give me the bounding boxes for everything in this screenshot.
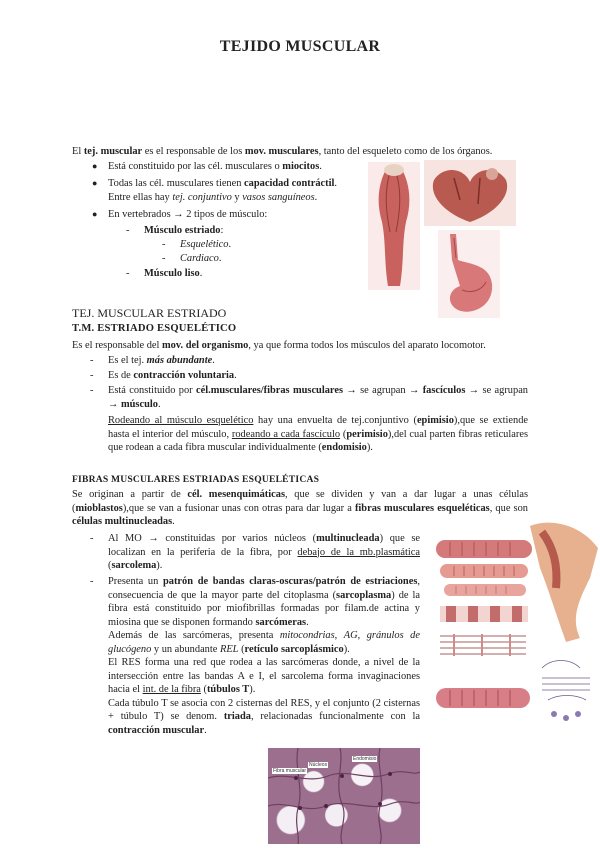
bullet-item: Todas las cél. musculares tienen capacidad contráctil. Entre ellas hay tej. conjuntivo y vasos sanguíneos. <box>108 178 337 203</box>
subsection-heading: T.M. ESTRIADO ESQUELÉTICO <box>72 323 237 334</box>
section-heading: FIBRAS MUSCULARES ESTRIADAS ESQUELÉTICAS <box>72 474 320 485</box>
bullet-item: En vertebrados → 2 tipos de músculo: <box>108 209 268 220</box>
stomach-illustration <box>438 230 500 318</box>
sub-sub-item: Esquelético. <box>180 239 232 250</box>
bullet-icon: ● <box>92 209 98 219</box>
page-title: TEJIDO MUSCULAR <box>219 38 381 55</box>
list-item: Es el tej. más abundante. <box>108 355 215 366</box>
list-item: Es de contracción voluntaria. <box>108 370 237 381</box>
muscle-structure-diagram <box>430 518 600 740</box>
paragraph: Es el responsable del mov. del organismo, ya que forma todos los músculos del aparato locomotor. <box>72 340 486 351</box>
micrograph-label: Núcleos <box>309 762 328 768</box>
list-item: Al MO → constituidas por varios núcleos (multinucleada) que se localizan en la periferia de la fibra, por debajo de la mb.plasmática (sarcolema). <box>108 533 420 571</box>
list-item-paragraph: Rodeando al músculo esquelético hay una envuelta de tej.conjuntivo (epimisio),que se extiende hasta el interior del músculo, rodeando a cada fascículo (perimisio),del cual parten fibras reticulares que rodean a cada fibra muscular individualmente (endomisio). <box>108 415 529 453</box>
sub-sub-item: Cardiaco. <box>180 253 222 264</box>
bullet-icon: ● <box>92 178 98 188</box>
sub-item: Músculo estriado: <box>144 225 224 236</box>
bullet-icon: ● <box>92 161 98 171</box>
bullet-item: Está constituido por las cél. musculares o miocitos. <box>108 161 322 172</box>
section-heading: TEJ. MUSCULAR ESTRIADO <box>72 306 227 320</box>
intro-paragraph: El tej. muscular es el responsable de los mov. musculares, tanto del esqueleto como de los órganos. <box>72 146 493 157</box>
micrograph-label: Endomisio <box>353 756 377 762</box>
muscle-arm-illustration <box>368 162 420 290</box>
micrograph-label: Fibra muscular <box>273 768 307 774</box>
paragraph: Se originan a partir de cél. mesenquimáticas, que se dividen y van a dar lugar a unas células (mioblastos),que se van a fusionar unas con otras para dar lugar a fibras musculares esqueléticas, que son células multinucleadas. <box>72 489 528 527</box>
histology-micrograph <box>268 748 420 844</box>
list-item: Está constituido por cél.musculares/fibras musculares → se agrupan → fascículos → se agrupan → músculo. <box>108 385 529 410</box>
list-item: Presenta un patrón de bandas claras-oscuras/patrón de estriaciones, consecuencia de que la mayor parte del citoplasma (sarcoplasma) de la fibra está constituido por miofibrillas formadas por filam.de actina y miosina que se disponen formando sarcómeras. Además de las sarcómeras, presenta mitocondrias, AG, gránulos de glucógeno y un abundante REL (retículo sarcoplásmico). El RES forma una red que rodea a las sarcómeras donde, a nivel de la intersección entre las bandas A e I, el sarcolema forma invaginaciones hacia el int. de la fibra (túbulos T). Cada túbulo T se asocia con 2 cisternas del RES, y el conjunto (2 cisternas + túbulo T) se denom. triada, relacionadas funcionalmente con la contracción muscular. <box>108 576 420 736</box>
heart-illustration <box>424 160 516 226</box>
sub-item: Músculo liso. <box>144 268 203 279</box>
